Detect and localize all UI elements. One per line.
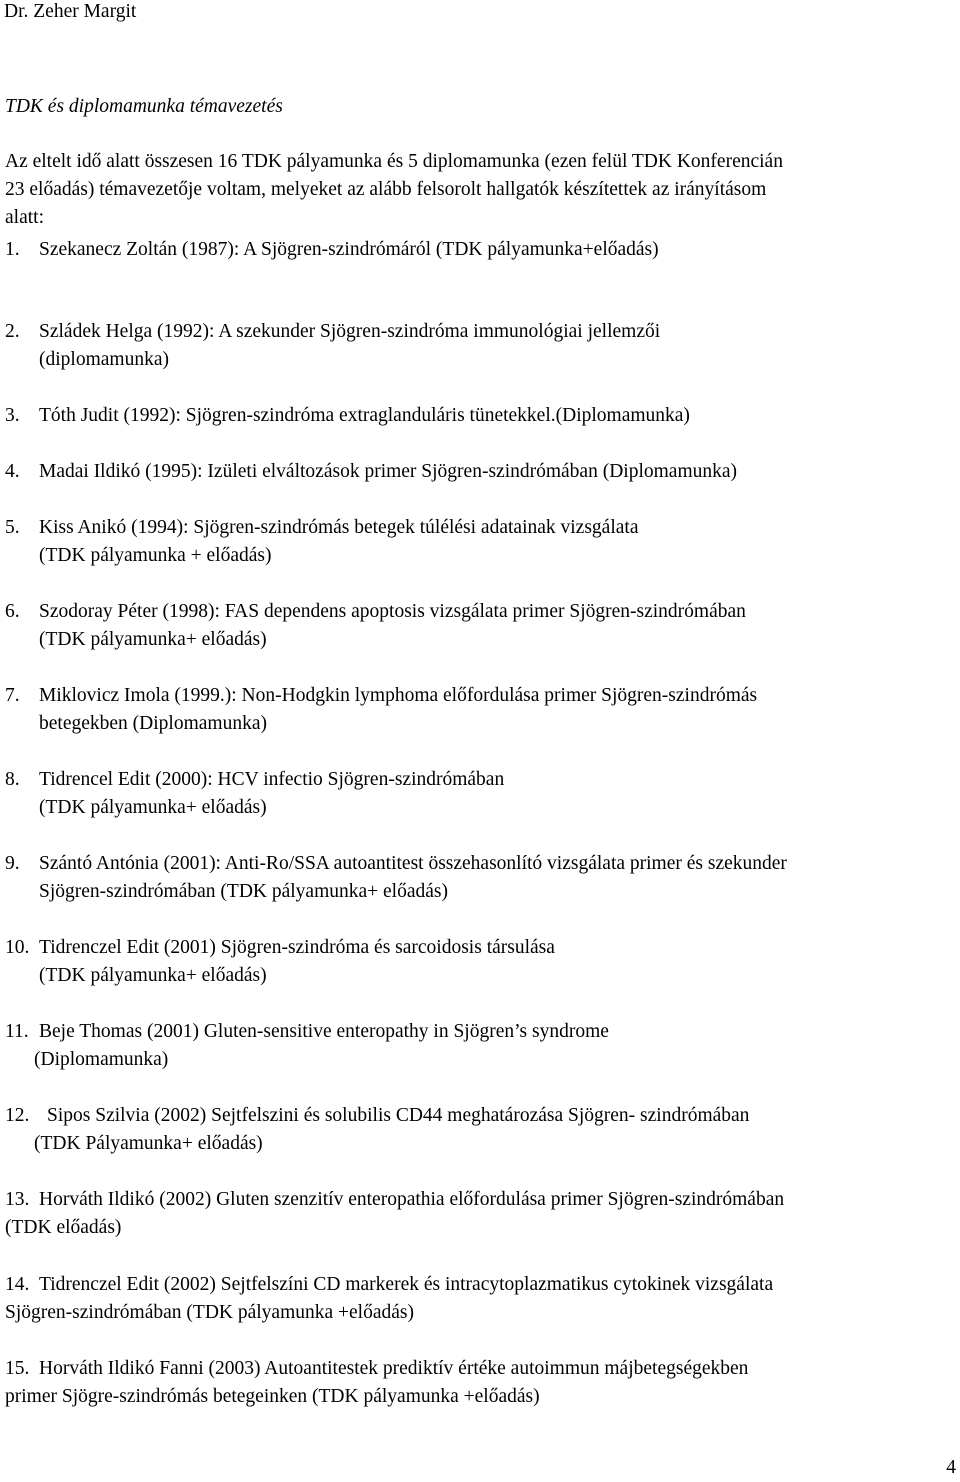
list-item: [5, 598, 955, 654]
item-number: 2.: [5, 321, 20, 342]
item-text: Szekanecz Zoltán (1987): A Sjögren-szindrómáról (TDK pályamunka+előadás): [39, 239, 659, 260]
item-number: 11.: [5, 1021, 29, 1042]
list-item: [5, 1102, 955, 1158]
item-text-continued: (TDK pályamunka + előadás): [39, 545, 272, 566]
item-number: 7.: [5, 685, 20, 706]
intro-line: 23 előadás) témavezetője voltam, melyeket az alább felsorolt hallgatók készítettek az irányításom: [5, 179, 767, 200]
list-item: [5, 934, 955, 990]
list-item: [5, 1186, 955, 1242]
item-text-continued: primer Sjögre-szindrómás betegeinken (TDK pályamunka +előadás): [5, 1386, 540, 1407]
item-number: 6.: [5, 601, 20, 622]
item-number: 3.: [5, 405, 20, 426]
item-text-continued: (TDK előadás): [5, 1217, 122, 1238]
item-text-continued: (TDK pályamunka+ előadás): [39, 629, 267, 650]
list-item: [5, 402, 955, 430]
item-text: Horváth Ildikó Fanni (2003) Autoantitestek prediktív értéke autoimmun májbetegségekben: [39, 1358, 749, 1379]
item-text: Tidrencel Edit (2000): HCV infectio Sjögren-szindrómában: [39, 769, 505, 790]
list-item: [5, 850, 955, 906]
intro-line: alatt:: [5, 207, 44, 228]
item-number: 10.: [5, 937, 30, 958]
item-number: 15.: [5, 1358, 30, 1379]
item-text: Szodoray Péter (1998): FAS dependens apoptosis vizsgálata primer Sjögren-szindrómában: [39, 601, 746, 622]
item-text: Miklovicz Imola (1999.): Non-Hodgkin lymphoma előfordulása primer Sjögren-szindrómás: [39, 685, 758, 706]
list-item: [5, 236, 955, 264]
item-number: 9.: [5, 853, 20, 874]
item-text: Szántó Antónia (2001): Anti-Ro/SSA autoantitest összehasonlító vizsgálata primer és szekunder: [39, 853, 787, 874]
list-item: [5, 1355, 955, 1411]
item-number: 5.: [5, 517, 20, 538]
list-item: [5, 1018, 955, 1074]
list-item: [5, 318, 955, 374]
item-number: 8.: [5, 769, 20, 790]
page-number: 4: [946, 1457, 956, 1478]
item-number: 4.: [5, 461, 20, 482]
item-text-continued: (TDK pályamunka+ előadás): [39, 965, 267, 986]
item-text-continued: Sjögren-szindrómában (TDK pályamunka +előadás): [5, 1302, 414, 1323]
author-header: Dr. Zeher Margit: [4, 1, 137, 22]
list-item: [5, 766, 955, 822]
item-text-continued: (diplomamunka): [39, 349, 169, 370]
item-number: 13.: [5, 1189, 30, 1210]
item-number: 12.: [5, 1105, 30, 1126]
list-item: [5, 514, 955, 570]
item-text-continued: Sjögren-szindrómában (TDK pályamunka+ előadás): [39, 881, 448, 902]
list-item: [5, 1271, 955, 1327]
item-text-continued: betegekben (Diplomamunka): [39, 713, 267, 734]
item-text: Horváth Ildikó (2002) Gluten szenzitív enteropathia előfordulása primer Sjögren-szindrómában: [39, 1189, 785, 1210]
item-text: Sipos Szilvia (2002) Sejtfelszini és solubilis CD44 meghatározása Sjögren- szindrómában: [47, 1105, 750, 1126]
section-title: TDK és diplomamunka témavezetés: [5, 96, 283, 117]
list-item: [5, 682, 955, 738]
item-number: 1.: [5, 239, 20, 260]
item-text: Szládek Helga (1992): A szekunder Sjögren-szindróma immunológiai jellemzői: [39, 321, 661, 342]
item-text: Tidrenczel Edit (2001) Sjögren-szindróma és sarcoidosis társulása: [39, 937, 555, 958]
item-text-continued: (TDK pályamunka+ előadás): [39, 797, 267, 818]
item-text-continued: (Diplomamunka): [34, 1049, 169, 1070]
intro-paragraph: [5, 148, 955, 232]
item-text: Tidrenczel Edit (2002) Sejtfelszíni CD markerek és intracytoplazmatikus cytokinek vizsgálata: [39, 1274, 774, 1295]
item-number: 14.: [5, 1274, 30, 1295]
list-item: [5, 458, 955, 486]
item-text: Madai Ildikó (1995): Izületi elváltozások primer Sjögren-szindrómában (Diplomamunka): [39, 461, 738, 482]
intro-line: Az eltelt idő alatt összesen 16 TDK pályamunka és 5 diplomamunka (ezen felül TDK Konferencián: [5, 151, 783, 172]
item-text: Beje Thomas (2001) Gluten-sensitive enteropathy in Sjögren’s syndrome: [39, 1021, 609, 1042]
item-text-continued: (TDK Pályamunka+ előadás): [34, 1133, 263, 1154]
item-text: Tóth Judit (1992): Sjögren-szindróma extraglanduláris tünetekkel.(Diplomamunka): [39, 405, 690, 426]
item-text: Kiss Anikó (1994): Sjögren-szindrómás betegek túlélési adatainak vizsgálata: [39, 517, 639, 538]
